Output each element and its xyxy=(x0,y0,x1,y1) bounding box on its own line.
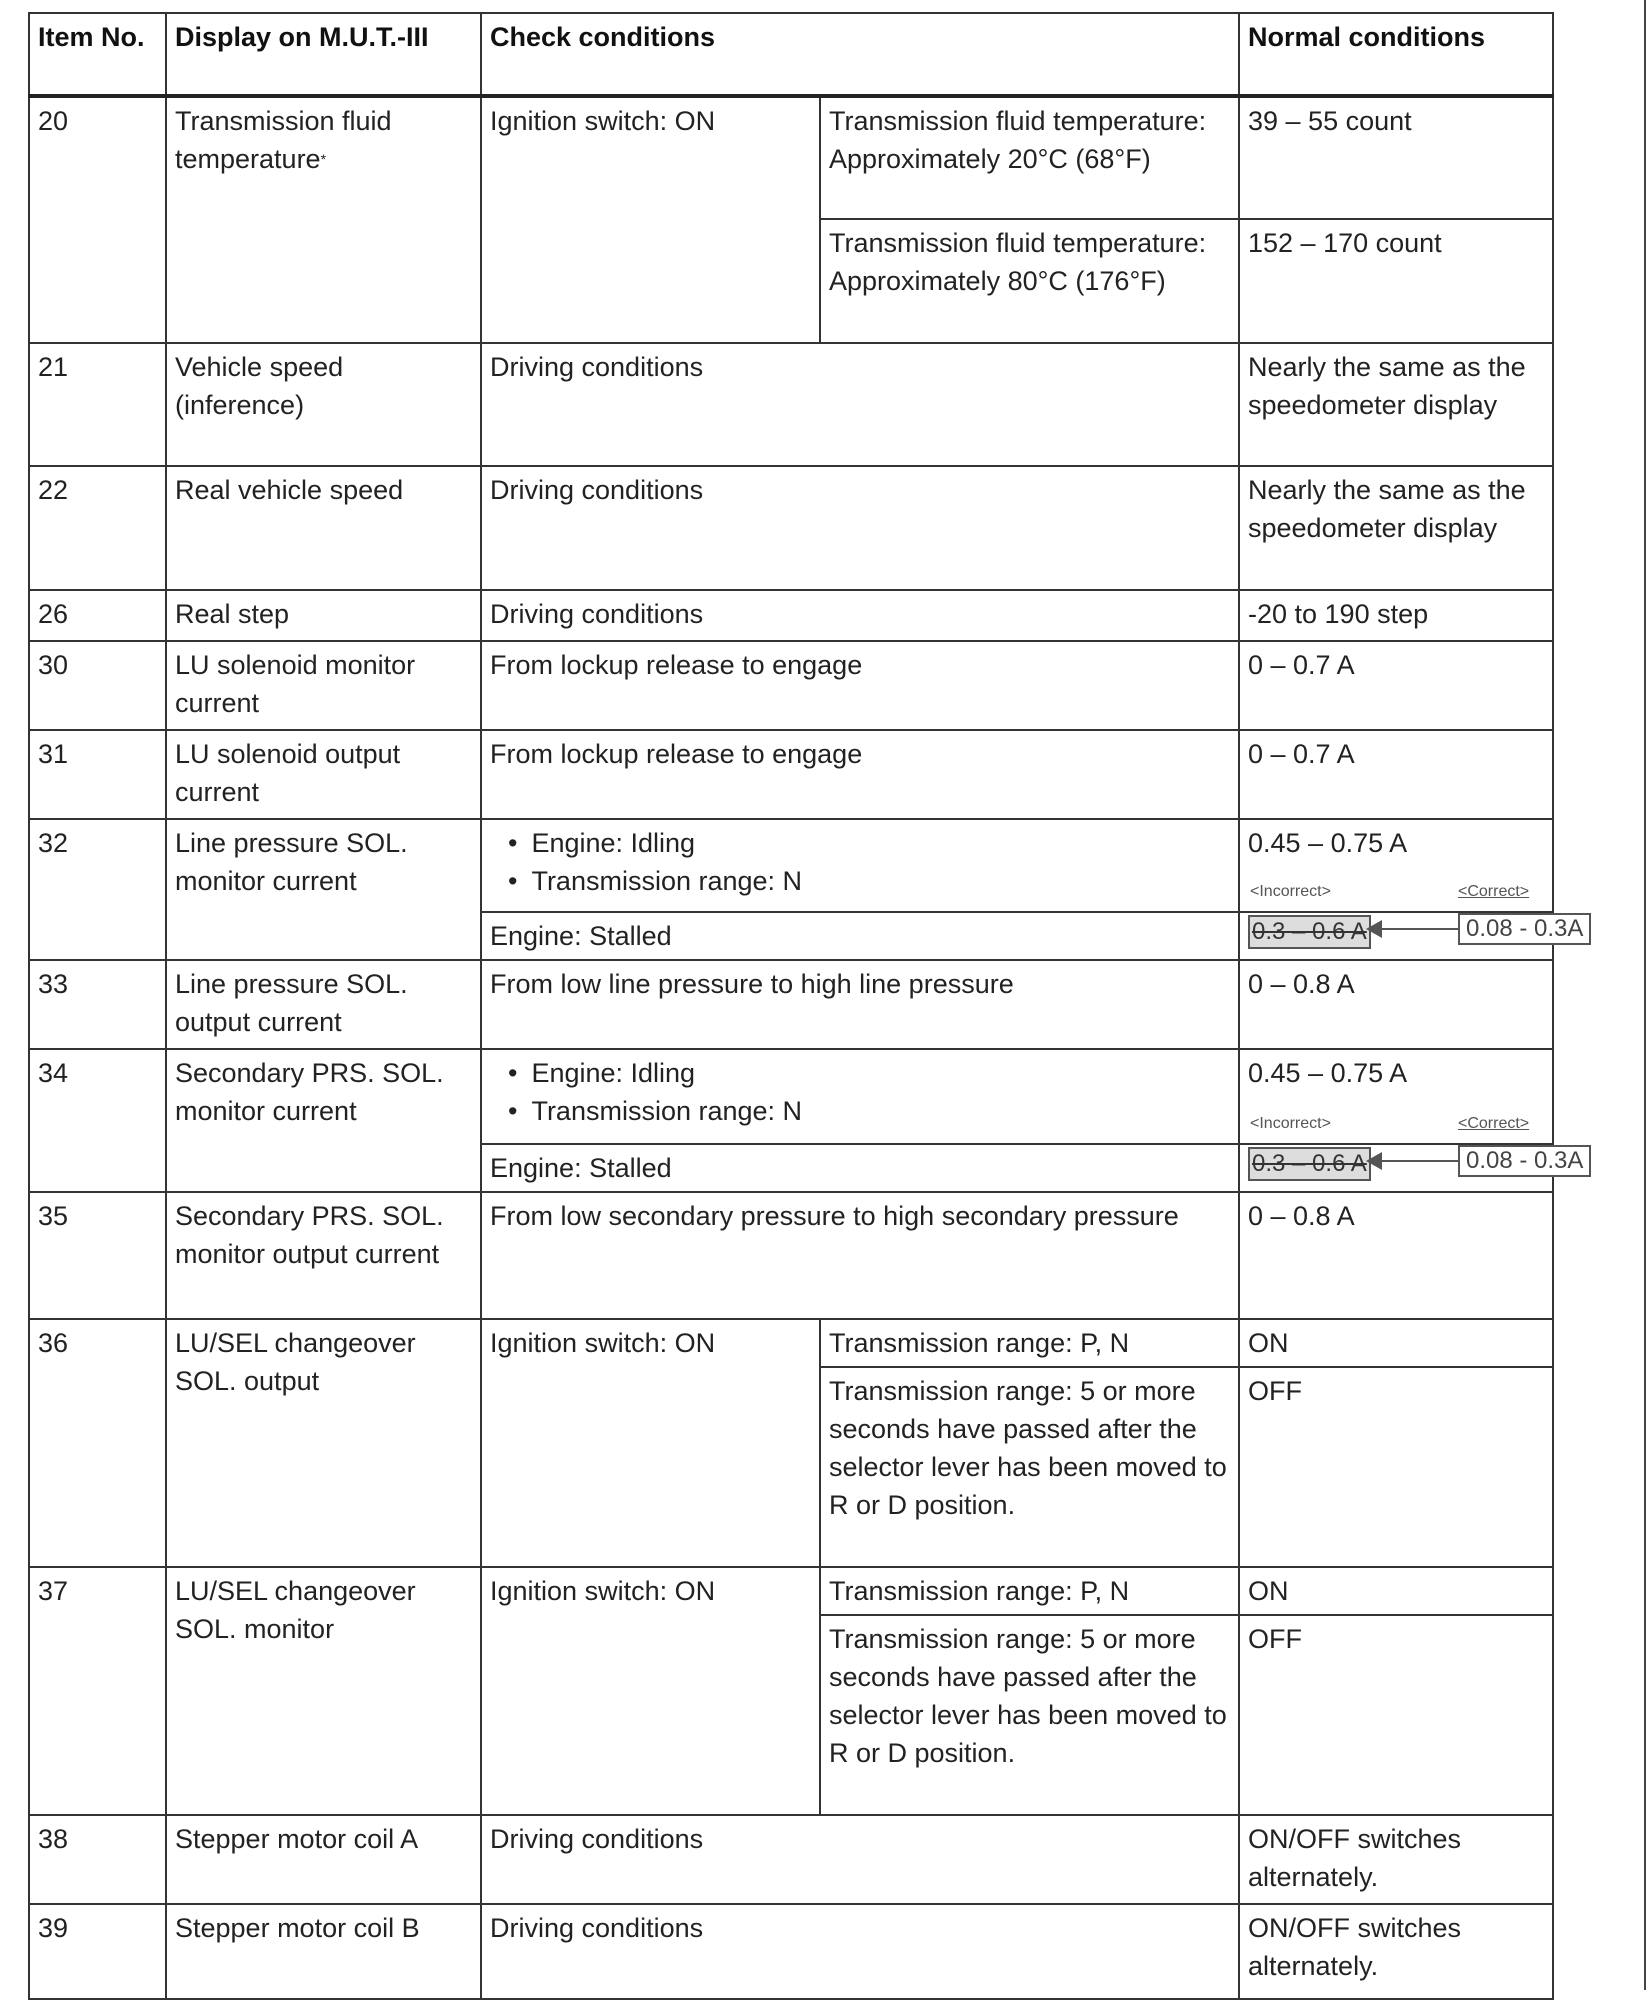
display-name xyxy=(166,960,481,1049)
normal-condition: Nearly the same as the speedometer display xyxy=(1239,343,1553,466)
table-row xyxy=(29,730,1553,819)
item-no: 39 xyxy=(29,1904,166,1999)
display-name xyxy=(166,1567,481,1815)
display-text: Line pressure SOL. monitor current xyxy=(175,828,408,896)
check-condition xyxy=(481,1049,1239,1144)
item-no: 31 xyxy=(29,730,166,819)
display-text: Stepper motor coil B xyxy=(175,1913,420,1943)
check-condition: From low secondary pressure to high secondary pressure xyxy=(481,1192,1239,1319)
table-row xyxy=(29,1567,1553,1615)
display-name xyxy=(166,1049,481,1192)
display-name xyxy=(166,343,481,466)
item-no: 38 xyxy=(29,1815,166,1904)
normal-condition: ON xyxy=(1239,1567,1553,1615)
table-row xyxy=(29,960,1553,1049)
check-condition: Driving conditions xyxy=(481,590,1239,641)
incorrect-label: <Incorrect> xyxy=(1250,883,1331,900)
check-condition-item: • Engine: Idling xyxy=(508,824,1230,862)
display-name xyxy=(166,96,481,343)
normal-condition: Nearly the same as the speedometer display xyxy=(1239,466,1553,590)
display-text: Transmission fluid temperature xyxy=(175,106,392,174)
check-condition: Driving conditions xyxy=(481,466,1239,590)
check-condition-item: • Transmission range: N xyxy=(508,862,1230,900)
correct-value-box: 0.08 - 0.3A xyxy=(1458,1145,1591,1177)
incorrect-value-struck: 0.3 – 0.6 A xyxy=(1248,1147,1371,1181)
check-condition: Driving conditions xyxy=(481,1904,1239,1999)
normal-condition: ON xyxy=(1239,1319,1553,1367)
check-condition xyxy=(481,819,1239,912)
table-row xyxy=(29,1319,1553,1367)
display-text: Real vehicle speed xyxy=(175,475,404,505)
correction-arrow-icon xyxy=(1368,928,1458,930)
normal-condition xyxy=(1239,1115,1584,1192)
normal-condition: ON/OFF switches alternately. xyxy=(1239,1904,1553,1999)
item-no: 22 xyxy=(29,466,166,590)
table-row xyxy=(29,466,1553,590)
correction-arrow-icon xyxy=(1368,1160,1458,1162)
normal-condition: 0 – 0.8 A xyxy=(1239,960,1553,1049)
page-border-line xyxy=(1644,0,1646,1990)
item-no: 26 xyxy=(29,590,166,641)
display-name xyxy=(166,730,481,819)
item-no: 20 xyxy=(29,96,166,343)
display-text: LU/SEL changeover SOL. output xyxy=(175,1328,416,1396)
check-sub-condition: Transmission fluid temperature: Approximately 80°C (176°F) xyxy=(820,219,1239,343)
normal-condition: OFF xyxy=(1239,1367,1553,1567)
correct-label: <Correct> xyxy=(1458,883,1530,900)
display-text: Stepper motor coil A xyxy=(175,1824,419,1854)
display-name xyxy=(166,1192,481,1319)
item-no: 21 xyxy=(29,343,166,466)
check-condition: Ignition switch: ON xyxy=(481,96,820,343)
normal-condition: 0.45 – 0.75 A xyxy=(1239,1049,1553,1144)
table-row xyxy=(29,1815,1553,1904)
display-text: Real step xyxy=(175,599,290,629)
item-no: 33 xyxy=(29,960,166,1049)
display-name xyxy=(166,819,481,960)
incorrect-value-struck: 0.3 – 0.6 A xyxy=(1248,915,1371,949)
table-header-row xyxy=(29,13,1553,96)
header-normal-conditions: Normal conditions xyxy=(1239,13,1553,96)
item-no: 37 xyxy=(29,1567,166,1815)
display-text: LU/SEL changeover SOL. monitor xyxy=(175,1576,416,1644)
table-row xyxy=(29,590,1553,641)
check-condition: Driving conditions xyxy=(481,343,1239,466)
display-text: LU solenoid monitor current xyxy=(175,650,416,718)
check-condition: Driving conditions xyxy=(481,1815,1239,1904)
display-text: Secondary PRS. SOL. monitor output current xyxy=(175,1201,444,1269)
check-sub-condition: Transmission fluid temperature: Approximately 20°C (68°F) xyxy=(820,96,1239,219)
table-row xyxy=(29,343,1553,466)
display-text: LU solenoid output current xyxy=(175,739,401,807)
item-no: 32 xyxy=(29,819,166,960)
normal-condition: 39 – 55 count xyxy=(1239,96,1553,219)
item-no: 30 xyxy=(29,641,166,730)
header-display: Display on M.U.T.-III xyxy=(166,13,481,96)
check-condition-item: • Transmission range: N xyxy=(508,1092,1230,1130)
display-name xyxy=(166,466,481,590)
normal-condition: -20 to 190 step xyxy=(1239,590,1553,641)
display-name xyxy=(166,1904,481,1999)
check-condition: From lockup release to engage xyxy=(481,730,1239,819)
normal-condition: 152 – 170 count xyxy=(1239,219,1553,343)
item-no: 35 xyxy=(29,1192,166,1319)
check-condition: Ignition switch: ON xyxy=(481,1567,820,1815)
check-sub-condition: Transmission range: 5 or more seconds have passed after the selector lever has been moved to R or D position. xyxy=(820,1367,1239,1567)
normal-condition: OFF xyxy=(1239,1615,1553,1815)
table-row xyxy=(29,96,1553,219)
incorrect-label: <Incorrect> xyxy=(1250,1115,1331,1132)
check-condition-list xyxy=(490,1054,1230,1130)
normal-condition: ON/OFF switches alternately. xyxy=(1239,1815,1553,1904)
header-check-conditions: Check conditions xyxy=(481,13,1239,96)
normal-condition xyxy=(1239,883,1584,960)
header-item-no: Item No. xyxy=(29,13,166,96)
check-condition: Ignition switch: ON xyxy=(481,1319,820,1567)
check-condition: Engine: Stalled xyxy=(481,1144,1239,1192)
display-name xyxy=(166,590,481,641)
table-row xyxy=(29,1904,1553,1999)
table-row xyxy=(29,641,1553,730)
normal-condition: 0 – 0.7 A xyxy=(1239,730,1553,819)
normal-condition: 0 – 0.7 A xyxy=(1239,641,1553,730)
normal-condition: 0.45 – 0.75 A xyxy=(1239,819,1553,912)
check-sub-condition: Transmission range: P, N xyxy=(820,1567,1239,1615)
check-condition: Engine: Stalled xyxy=(481,912,1239,960)
display-name xyxy=(166,1319,481,1567)
item-no: 36 xyxy=(29,1319,166,1567)
item-no: 34 xyxy=(29,1049,166,1192)
display-name xyxy=(166,1815,481,1904)
display-text: Line pressure SOL. output current xyxy=(175,969,408,1037)
check-condition: From lockup release to engage xyxy=(481,641,1239,730)
check-sub-condition: Transmission range: P, N xyxy=(820,1319,1239,1367)
display-text: Vehicle speed (inference) xyxy=(175,352,344,420)
check-sub-condition: Transmission range: 5 or more seconds have passed after the selector lever has been moved to R or D position. xyxy=(820,1615,1239,1815)
normal-condition: 0 – 0.8 A xyxy=(1239,1192,1553,1319)
mut-data-list-table xyxy=(28,12,1584,2000)
check-condition-list xyxy=(490,824,1230,900)
check-condition: From low line pressure to high line pressure xyxy=(481,960,1239,1049)
display-name xyxy=(166,641,481,730)
check-condition-item: • Engine: Idling xyxy=(508,1054,1230,1092)
footnote-mark: * xyxy=(320,151,327,167)
display-text: Secondary PRS. SOL. monitor current xyxy=(175,1058,444,1126)
table-row xyxy=(29,1192,1553,1319)
correct-label: <Correct> xyxy=(1458,1115,1530,1132)
correct-value-box: 0.08 - 0.3A xyxy=(1458,913,1591,945)
